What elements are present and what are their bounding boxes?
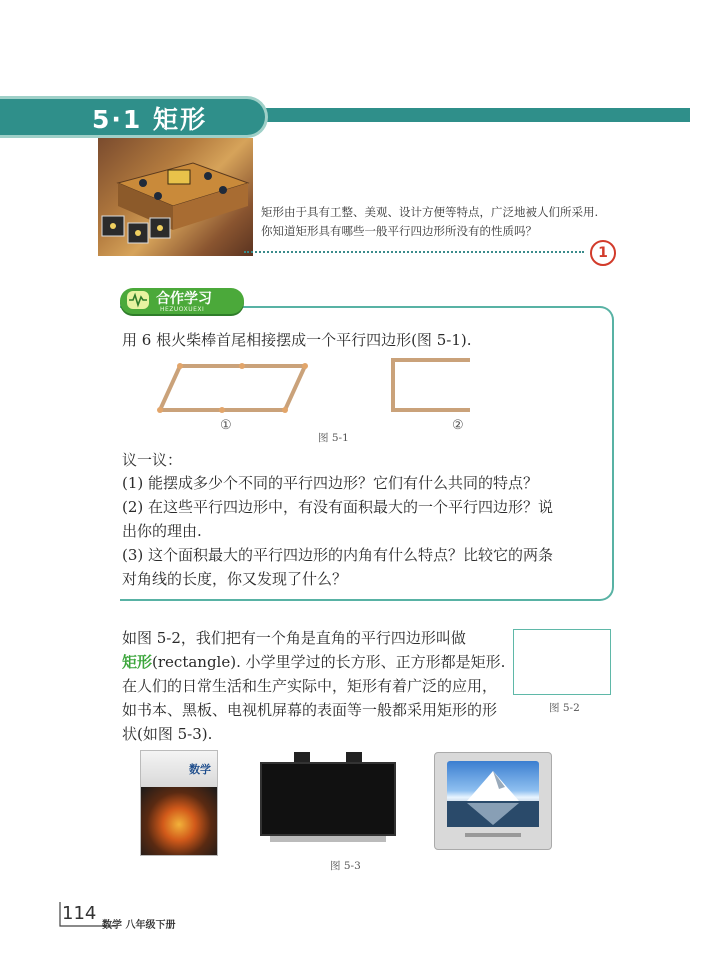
book-cover-art — [141, 787, 217, 855]
tv-image — [434, 752, 552, 850]
mountain-icon — [447, 761, 539, 827]
question-1: (1) 能摆成多少个不同的平行四边形？它们有什么共同的特点？ — [122, 474, 539, 492]
question-3-line-1: (3) 这个面积最大的平行四边形的内角有什么特点？比较它的两条 — [122, 546, 554, 564]
blackboard-image — [260, 752, 396, 844]
keyword-rectangle: 矩形 — [122, 653, 153, 671]
para-line-4: 如书本、黑板、电视机屏幕的表面等一般都采用矩形的形 — [122, 701, 498, 719]
boxes-illustration — [98, 138, 253, 256]
blackboard-surface — [260, 762, 396, 836]
figure-5-2-rectangle — [513, 629, 611, 695]
tv-screen — [447, 761, 539, 827]
coop-label: 合作学习 — [156, 291, 212, 307]
footer-book-title: 数学 八年级下册 — [102, 920, 176, 931]
parallelogram-1 — [160, 366, 305, 410]
fig-5-2-caption: 图 5-2 — [549, 702, 580, 714]
board-base — [270, 836, 386, 842]
intro-line-2: 你知道矩形具有哪些一般平行四边形所没有的性质吗？ — [261, 224, 537, 238]
fig-label-2: ② — [452, 418, 464, 433]
fig-5-1-caption: 图 5-1 — [318, 432, 349, 444]
question-3-line-2: 对角线的长度，你又发现了什么？ — [122, 570, 348, 588]
book-cover-top — [141, 751, 217, 787]
dotted-divider — [244, 251, 584, 253]
intro-photo — [98, 138, 253, 256]
board-clip-right — [346, 752, 362, 762]
fig-label-1: ① — [220, 418, 232, 433]
coop-task: 用 6 根火柴棒首尾相接摆成一个平行四边形(图 5-1). — [122, 331, 472, 349]
coop-sublabel: HEZUOXUEXI — [160, 306, 205, 313]
intro-text — [261, 203, 601, 241]
para-line-3: 在人们的日常生活和生产实际中，矩形有着广泛的应用， — [122, 677, 498, 695]
page-number: 114 — [62, 903, 97, 924]
para-line-1: 如图 5-2，我们把有一个角是直角的平行四边形叫做 — [122, 629, 466, 647]
wave-icon — [127, 291, 149, 309]
tv-panel — [465, 833, 521, 837]
discuss-heading: 议一议： — [122, 451, 183, 469]
section-title: 5·1 矩形 — [92, 105, 207, 134]
board-clip-left — [294, 752, 310, 762]
figure-5-1 — [150, 358, 470, 418]
section-marker: 1 — [590, 240, 616, 266]
question-2-line-1: (2) 在这些平行四边形中，有没有面积最大的一个平行四边形？说 — [122, 498, 554, 516]
question-2-line-2: 出你的理由. — [122, 522, 202, 540]
book-cover-image — [140, 750, 218, 856]
rectangle-2 — [393, 360, 470, 410]
para-line-5: 状(如图 5-3). — [122, 725, 213, 743]
book-cover-title: 数学 — [189, 763, 211, 776]
intro-line-1: 矩形由于具有工整、美观、设计方便等特点，广泛地被人们所采用. — [261, 205, 599, 219]
para-line-2 — [122, 652, 505, 673]
fig-5-3-caption: 图 5-3 — [330, 860, 361, 872]
para-line-2-rest: (rectangle). 小学里学过的长方形、正方形都是矩形. — [152, 653, 506, 671]
